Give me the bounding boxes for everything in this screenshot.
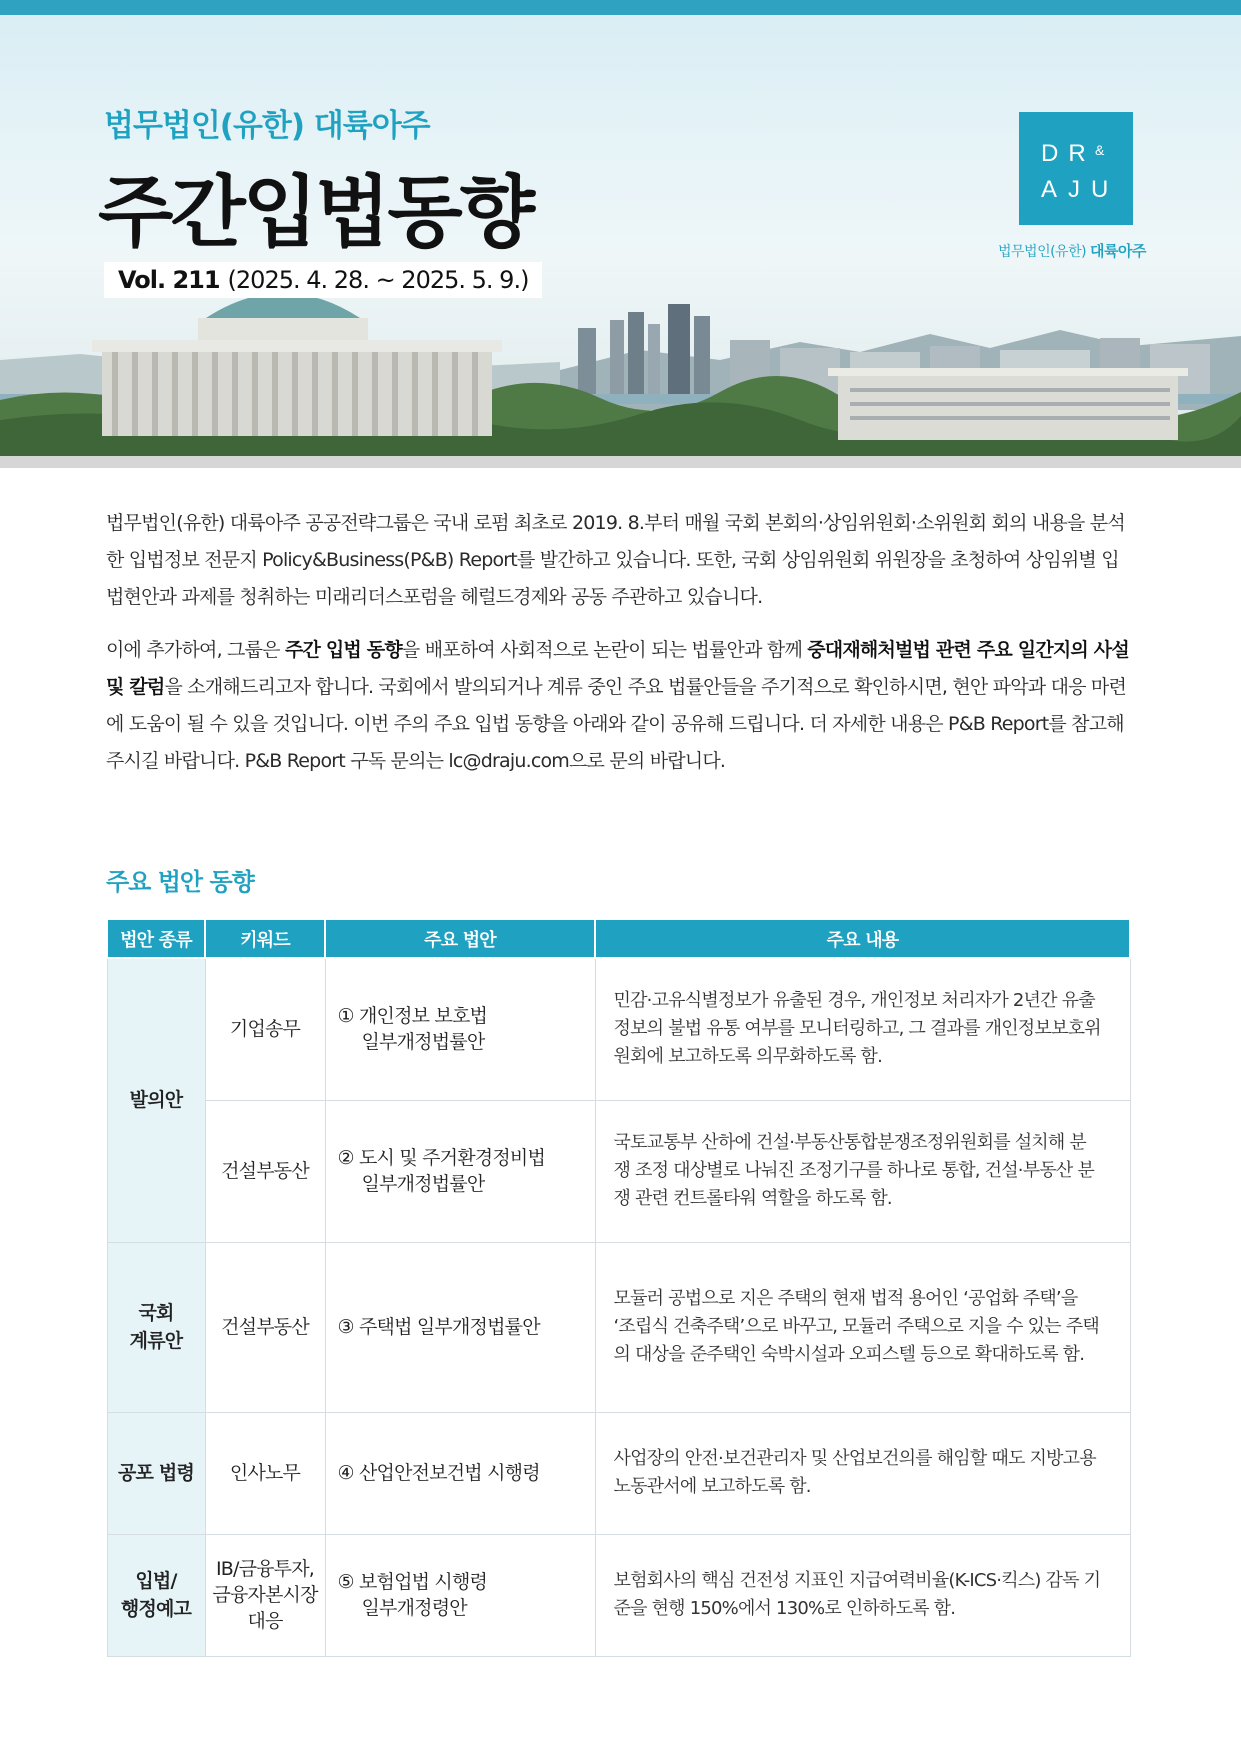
content-cell: 보험회사의 핵심 건전성 지표인 지급여력비율(K-ICS·킥스) 감독 기준을 현행 150%에서 130%로 인하하도록 함.	[595, 1534, 1130, 1656]
intro-p2-bold-weekly: 주간 입법 동향	[284, 639, 402, 661]
intro-p2-text-a: 이에 추가하여, 그룹은	[106, 639, 285, 661]
law-cell	[325, 1100, 595, 1242]
header-banner	[0, 0, 1241, 468]
dr-aju-logo	[1019, 112, 1133, 225]
firm-name-kicker: 법무법인(유한) 대륙아주	[104, 108, 430, 144]
law-cell	[325, 958, 595, 1100]
national-assembly-skyline-image	[0, 290, 1241, 456]
keyword-cell: 인사노무	[205, 1412, 325, 1534]
intro-p2-bold-columns: 중대재해처벌법 관련 주요 일간지의 사설 및 칼럼	[106, 639, 1129, 698]
content-cell: 모듈러 공법으로 지은 주택의 현재 법적 용어인 ‘공업화 주택’을 ‘조립식 건축주택’으로 바꾸고, 모듈러 주택으로 지을 수 있는 주택의 대상을 준주택인 숙박시설과 오피스텔 등으로 확대하도록 함.	[595, 1242, 1130, 1412]
top-stripe	[0, 0, 1241, 15]
col-header-law: 주요 법안	[325, 920, 595, 958]
bottom-stripe	[0, 456, 1241, 468]
keyword-cell: 기업송무	[205, 958, 325, 1100]
col-header-keyword: 키워드	[205, 920, 325, 958]
content-cell: 국토교통부 산하에 건설·부동산통합분쟁조정위원회를 설치해 분쟁 조정 대상별로 나눠진 조정기구를 하나로 통합, 건설·부동산 분쟁 관련 컨트롤타워 역할을 하도록 함.	[595, 1100, 1130, 1242]
law-name: ② 도시 및 주거환경정비법	[337, 1147, 545, 1169]
law-trends-table	[106, 920, 1131, 1657]
content-cell: 사업장의 안전·보건관리자 및 산업보건의를 해임할 때도 지방고용노동관서에 보고하도록 함.	[595, 1412, 1130, 1534]
logo-caption-prefix: 법무법인(유한)	[998, 244, 1087, 260]
keyword-line1: IB/금융투자,	[215, 1558, 315, 1580]
volume-number: Vol. 211	[118, 266, 220, 294]
law-name: ① 개인정보 보호법	[337, 1005, 488, 1028]
volume-period: (2025. 4. 28. ~ 2025. 5. 9.)	[227, 266, 529, 294]
type-line1: 입법/	[135, 1570, 177, 1592]
logo-caption	[998, 240, 1146, 261]
col-header-type: 법안 종류	[107, 920, 205, 958]
table-row	[107, 1534, 1130, 1656]
law-cell	[325, 1412, 595, 1534]
intro-p2-text-e: 을 소개해드리고자 합니다. 국회에서 발의되거나 계류 중인 주요 법률안들을 주기적으로 확인하시면, 현안 파악과 대응 마련에 도움이 될 수 있을 것입니다. 이번 주의 주요 입법 동향을 아래와 같이 공유해 드립니다. 더 자세한 내용은 P&B Report를 참고해 주시길 바랍니다. P&B Report 구독 문의는 lc@draju.com으로 문의 바랍니다.	[106, 676, 1127, 772]
law-subtitle: 일부개정령안	[361, 1597, 467, 1619]
table-row	[107, 1412, 1130, 1534]
keyword-cell: 건설부동산	[205, 1242, 325, 1412]
col-header-content: 주요 내용	[595, 920, 1130, 958]
newsletter-title: 주간입법동향	[98, 168, 533, 258]
table-header-row	[107, 920, 1130, 958]
intro-paragraph-1: 법무법인(유한) 대륙아주 공공전략그룹은 국내 로펌 최초로 2019. 8.부터 매월 국회 본회의·상임위원회·소위원회 회의 내용을 분석한 입법정보 전문지 Policy&Business(P&B) Report를 발간하고 있습니다. 또한, 국회 상임위원회 위원장을 초청하여 상임위별 입법현안과 과제를 청취하는 미래리더스포럼을 헤럴드경제와 공동 주관하고 있습니다.	[106, 512, 1125, 608]
logo-caption-name: 대륙아주	[1090, 242, 1146, 260]
keyword-line3: 대응	[247, 1610, 283, 1632]
logo-ampersand: &	[1095, 142, 1105, 158]
table-row	[107, 1242, 1130, 1412]
intro-text	[106, 505, 1136, 796]
content-cell: 민감·고유식별정보가 유출된 경우, 개인정보 처리자가 2년간 유출 정보의 불법 유통 여부를 모니터링하고, 그 결과를 개인정보보호위원회에 보고하도록 의무화하도록 함.	[595, 958, 1130, 1100]
keyword-line2: 금융자본시장	[212, 1584, 318, 1606]
law-cell	[325, 1242, 595, 1412]
type-cell-bill: 발의안	[107, 958, 205, 1242]
table-row	[107, 958, 1130, 1100]
logo-line1: DR	[1041, 140, 1096, 167]
section-title: 주요 법안 동향	[106, 868, 254, 896]
law-name: ⑤ 보험업법 시행령	[337, 1571, 488, 1593]
table-row	[107, 1100, 1130, 1242]
volume-label	[104, 262, 542, 298]
law-subtitle: 일부개정법률안	[361, 1031, 485, 1054]
law-cell	[325, 1534, 595, 1656]
type-cell-notice	[107, 1534, 205, 1656]
intro-p2-text-c: 을 배포하여 사회적으로 논란이 되는 법률안과 함께	[401, 639, 808, 661]
logo-line2: AJU	[1041, 176, 1120, 203]
type-line2: 행정예고	[120, 1598, 192, 1620]
keyword-cell: 건설부동산	[205, 1100, 325, 1242]
type-line1: 국회	[138, 1302, 174, 1324]
intro-paragraph-2	[106, 632, 1136, 780]
law-name: ④ 산업안전보건법 시행령	[337, 1462, 540, 1484]
law-subtitle: 일부개정법률안	[361, 1173, 485, 1195]
type-cell-promulgated: 공포 법령	[107, 1412, 205, 1534]
law-name: ③ 주택법 일부개정법률안	[337, 1316, 540, 1338]
keyword-cell	[205, 1534, 325, 1656]
type-cell-pending	[107, 1242, 205, 1412]
type-line2: 계류안	[129, 1330, 183, 1352]
